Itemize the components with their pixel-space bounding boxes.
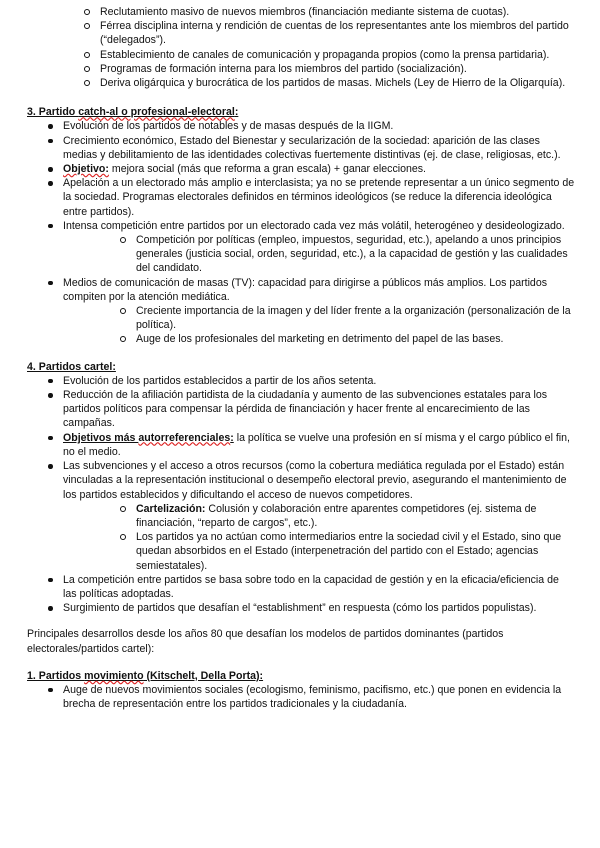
list-item: Reclutamiento masivo de nuevos miembros (financiación mediante sistema de cuotas).: [27, 5, 575, 19]
section-movement-list: [27, 683, 575, 711]
section4-heading: 4. Partidos cartel:: [27, 360, 116, 373]
section3-heading: [27, 105, 575, 119]
heading-text: :: [234, 106, 239, 119]
list-item: [27, 162, 575, 176]
section-movement-heading: [27, 669, 575, 683]
heading-spellcheck-text: movimiento: [84, 669, 144, 682]
sublist: [63, 233, 575, 276]
objective-label: Objetivo:: [63, 163, 109, 176]
section3-list: [27, 119, 575, 346]
intro-paragraph: Principales desarrollos desde los años 80 que desafían los modelos de partidos dominantes (partidos electorales/partidos cartel):: [27, 628, 504, 655]
list-item: Creciente importancia de la imagen y del líder frente a la organización (personalización de la política).: [63, 304, 575, 332]
list-item: [27, 431, 575, 459]
objectives-text: la política se vuelve una profesión en sí misma y el cargo público el fin, no el medio.: [63, 431, 570, 458]
list-item: Los partidos ya no actúan como intermediarios entre la sociedad civil y el Estado, sino que quedan absorbidos en el Estado (interpenetración del partido con el Estado; agencias semiestatales).: [63, 530, 575, 573]
heading-text: (Kitschelt, Della Porta):: [143, 669, 264, 682]
section2-sublist: [27, 5, 575, 90]
cartelizacion-label: Cartelización:: [136, 502, 206, 515]
objectives-label: Objetivos más: [63, 431, 139, 444]
document-content: [27, 5, 575, 711]
sublist: [63, 304, 575, 347]
list-item: Reducción de la afiliación partidista de la ciudadanía y aumento de las subvenciones estatales para los partidos políticos para compensar la pérdida de financiación y hacer frente al encarecimiento de las campañas.: [27, 388, 575, 431]
list-item: Férrea disciplina interna y rendición de cuentas de los representantes ante los miembros del partido (“delegados”).: [27, 19, 575, 47]
list-item: Programas de formación interna para los miembros del partido (socialización).: [27, 62, 575, 76]
list-item-text: Medios de comunicación de masas (TV): capacidad para dirigirse a públicos más amplios. Los partidos compiten por la atención mediática.: [63, 276, 548, 303]
list-item: Establecimiento de canales de comunicación y propaganda propios (como la prensa partidaria).: [27, 48, 575, 62]
list-item: [27, 459, 575, 573]
list-item: Competición por políticas (empleo, impuestos, seguridad, etc.), apelando a unos principios generales (justicia social, orden, seguridad, etc.), a la capacidad de gestión y las cualidades del candidato.: [63, 233, 575, 276]
cartelizacion-text: Colusión y colaboración entre aparentes competidores (ej. sistema de financiación, “reparto de cargos”, etc.).: [136, 502, 537, 529]
list-item: Deriva oligárquica y burocrática de los partidos de masas. Michels (Ley de Hierro de la Oligarquía).: [27, 76, 575, 90]
list-item: Auge de nuevos movimientos sociales (ecologismo, feminismo, pacifismo, etc.) que ponen en evidencia la brecha de representación entre los partidos tradicionales y la ciudadanía.: [27, 683, 575, 711]
heading-text: 1. Partidos: [27, 669, 85, 682]
objective-text: mejora social (más que reforma a gran escala) + ganar elecciones.: [108, 163, 427, 176]
list-item: Crecimiento económico, Estado del Bienestar y secularización de la sociedad: aparición de las clases medias y debilitamiento de las identidades colectivas fuertemente distintivas (ej. de clase, religiosas, etc.).: [27, 134, 575, 162]
list-item: Evolución de los partidos de notables y de masas después de la IIGM.: [27, 119, 575, 133]
list-item: [27, 276, 575, 347]
section4-list: [27, 374, 575, 615]
list-item-text: Las subvenciones y el acceso a otros recursos (como la cobertura mediática regulada por el Estado) están vinculadas a la representación institucional o desempeño electoral previo, asegurando el mantenimiento de los partidos establecidos y dificultando el acceso de nuevos competidores.: [63, 460, 567, 501]
heading-spellcheck-text: catch-al o profesional-electoral: [78, 106, 235, 119]
list-item-text: Intensa competición entre partidos por un electorado cada vez más volátil, heterogéneo y desideologizado.: [63, 219, 565, 232]
objectives-label-spellcheck: autorreferenciales: [138, 431, 231, 444]
sublist: [63, 502, 575, 573]
list-item: La competición entre partidos se basa sobre todo en la capacidad de gestión y en la eficacia/eficiencia de las políticas adoptadas.: [27, 573, 575, 601]
objectives-label-colon: :: [230, 431, 234, 444]
list-item: Evolución de los partidos establecidos a partir de los años setenta.: [27, 374, 575, 388]
list-item: Auge de los profesionales del marketing en detrimento del papel de las bases.: [63, 332, 575, 346]
list-item: Surgimiento de partidos que desafían el “establishment” en respuesta (cómo los partidos populistas).: [27, 601, 575, 615]
list-item: [63, 502, 575, 530]
heading-text: 3. Partido: [27, 106, 79, 119]
list-item: Apelación a un electorado más amplio e interclasista; ya no se pretende representar a un único segmento de la sociedad. Programas electorales definidos en términos ideológicos (se reduce la diferencia ideológica entre partidos).: [27, 176, 575, 219]
list-item: [27, 219, 575, 276]
